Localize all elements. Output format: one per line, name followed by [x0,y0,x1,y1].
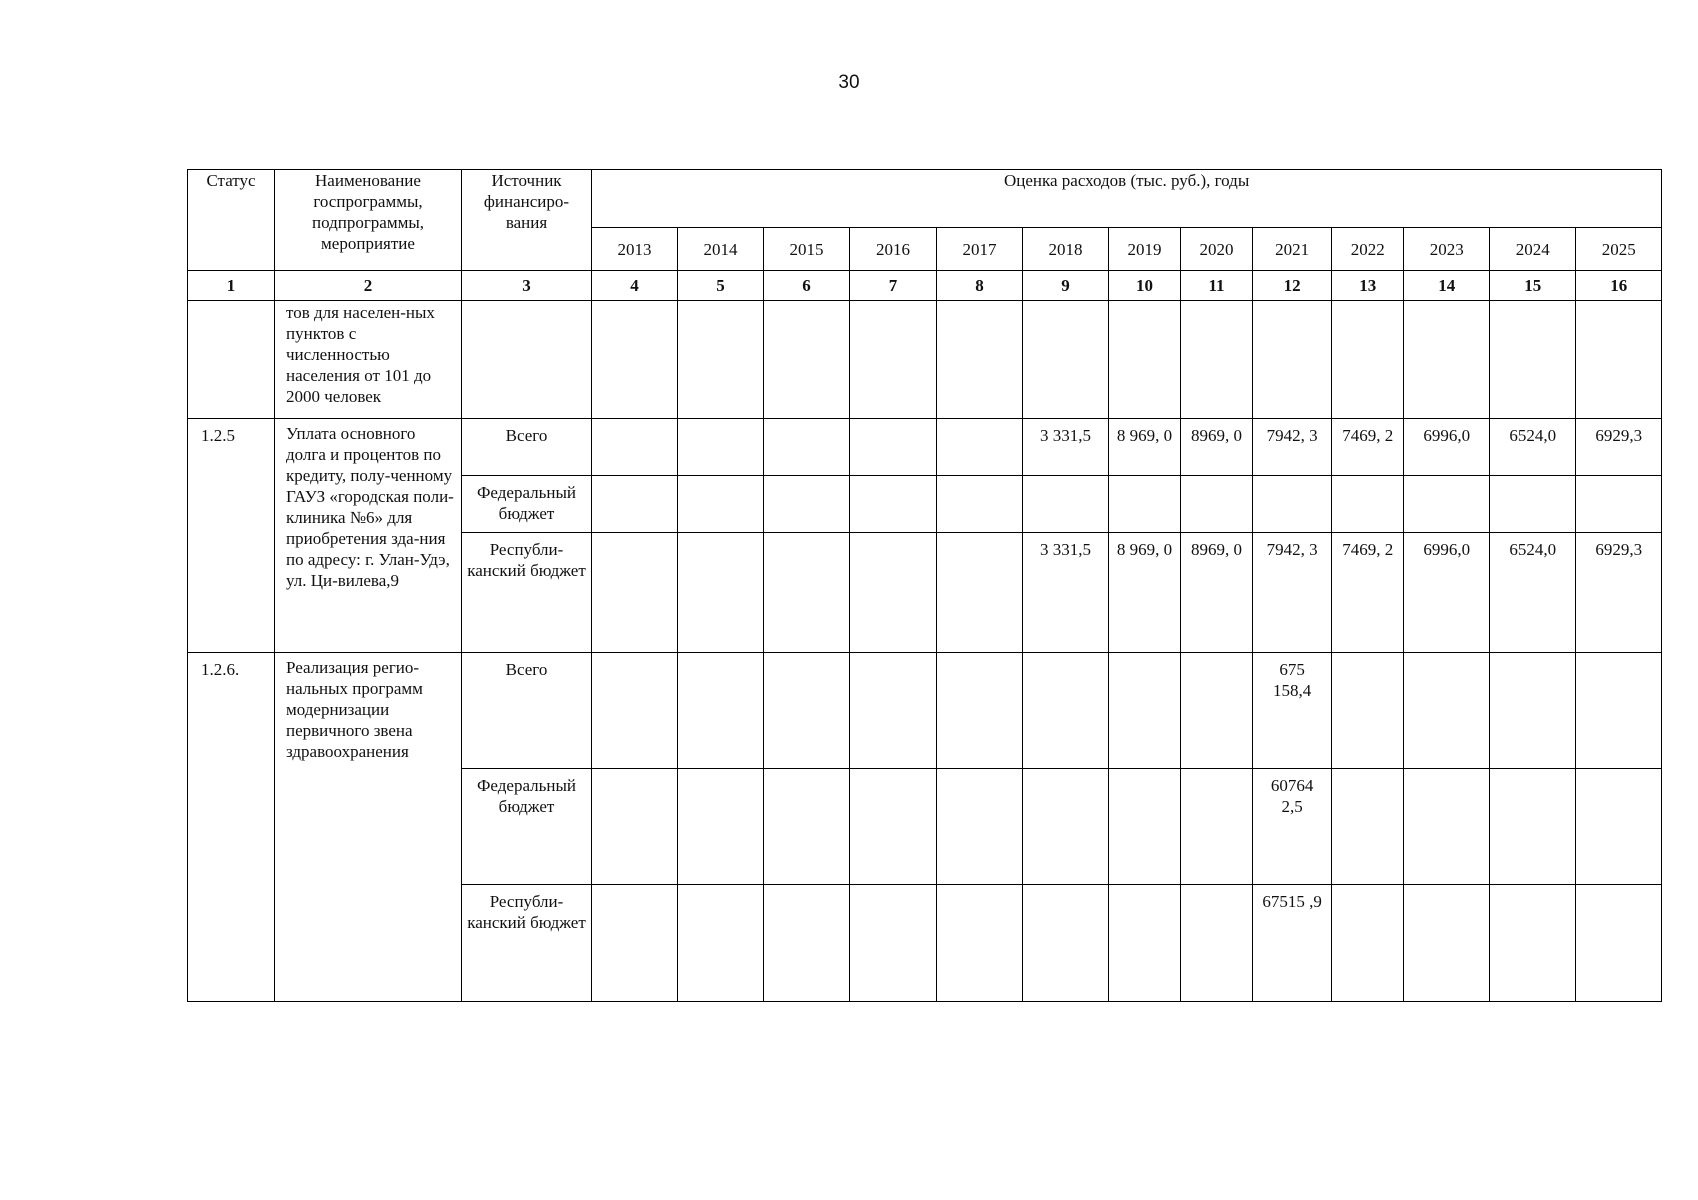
value-cell: 6929,3 [1576,419,1662,476]
value-cell: 675 158,4 [1253,653,1332,769]
col-number: 5 [678,271,764,301]
value-cell: 8 969, 0 [1109,419,1181,476]
name-cell: Уплата основного долга и процентов по кредиту, полу-ченному ГАУЗ «городская поли-клиника №6» для приобретения зда-ния по адресу: г. Улан-Удэ, ул. Ци-вилева,9 [275,419,462,653]
page-number: 30 [838,72,860,93]
value-cell: 6524,0 [1490,419,1576,476]
year-header: 2025 [1576,228,1662,271]
value-cell: 67515 ,9 [1253,885,1332,1002]
year-header: 2014 [678,228,764,271]
value-cell: 7942, 3 [1253,533,1332,653]
value-cell: 7942, 3 [1253,419,1332,476]
value-cell: 6996,0 [1404,419,1490,476]
header-status: Статус [188,170,275,271]
col-number: 16 [1576,271,1662,301]
table-row [188,653,1662,769]
value-cell: 60764 2,5 [1253,769,1332,885]
header-source: Источник финансиро-вания [462,170,592,271]
status-cell [188,301,275,419]
col-number: 6 [764,271,850,301]
header-estimate: Оценка расходов (тыс. руб.), годы [592,170,1662,228]
name-cell: Реализация регио-нальных программ модернизации первичного звена здравоохранения [275,653,462,1002]
value-cell: 7469, 2 [1332,419,1404,476]
status-cell: 1.2.5 [188,419,275,653]
budget-table [187,169,1662,1002]
value-cell: 8969, 0 [1181,533,1253,653]
source-cell: Республи-канский бюджет [462,533,592,653]
col-number: 11 [1181,271,1253,301]
year-header: 2024 [1490,228,1576,271]
col-number: 12 [1253,271,1332,301]
year-header: 2013 [592,228,678,271]
year-header: 2022 [1332,228,1404,271]
year-header: 2015 [764,228,850,271]
col-number: 3 [462,271,592,301]
source-cell: Всего [462,419,592,476]
source-cell: Федеральный бюджет [462,769,592,885]
year-header: 2023 [1404,228,1490,271]
status-cell: 1.2.6. [188,653,275,1002]
value-cell: 8969, 0 [1181,419,1253,476]
value-cell: 8 969, 0 [1109,533,1181,653]
col-number: 15 [1490,271,1576,301]
source-cell [462,301,592,419]
year-header: 2021 [1253,228,1332,271]
table-row [188,301,1662,419]
year-header: 2019 [1109,228,1181,271]
col-number: 9 [1023,271,1109,301]
source-cell: Федеральный бюджет [462,476,592,533]
col-number: 1 [188,271,275,301]
value-cell: 6929,3 [1576,533,1662,653]
name-cell: тов для населен-ных пунктов с численностью населения от 101 до 2000 человек [275,301,462,419]
table-row [188,419,1662,476]
year-header: 2017 [937,228,1023,271]
col-number: 13 [1332,271,1404,301]
col-number: 14 [1404,271,1490,301]
value-cell: 3 331,5 [1023,419,1109,476]
year-header: 2016 [850,228,937,271]
value-cell: 6524,0 [1490,533,1576,653]
year-header: 2018 [1023,228,1109,271]
col-number: 2 [275,271,462,301]
col-number: 4 [592,271,678,301]
value-cell: 3 331,5 [1023,533,1109,653]
col-number: 7 [850,271,937,301]
year-header: 2020 [1181,228,1253,271]
source-cell: Всего [462,653,592,769]
col-number: 8 [937,271,1023,301]
header-name: Наименование госпрограммы, подпрограммы, мероприятие [275,170,462,271]
col-number: 10 [1109,271,1181,301]
value-cell: 6996,0 [1404,533,1490,653]
source-cell: Республи-канский бюджет [462,885,592,1002]
value-cell: 7469, 2 [1332,533,1404,653]
